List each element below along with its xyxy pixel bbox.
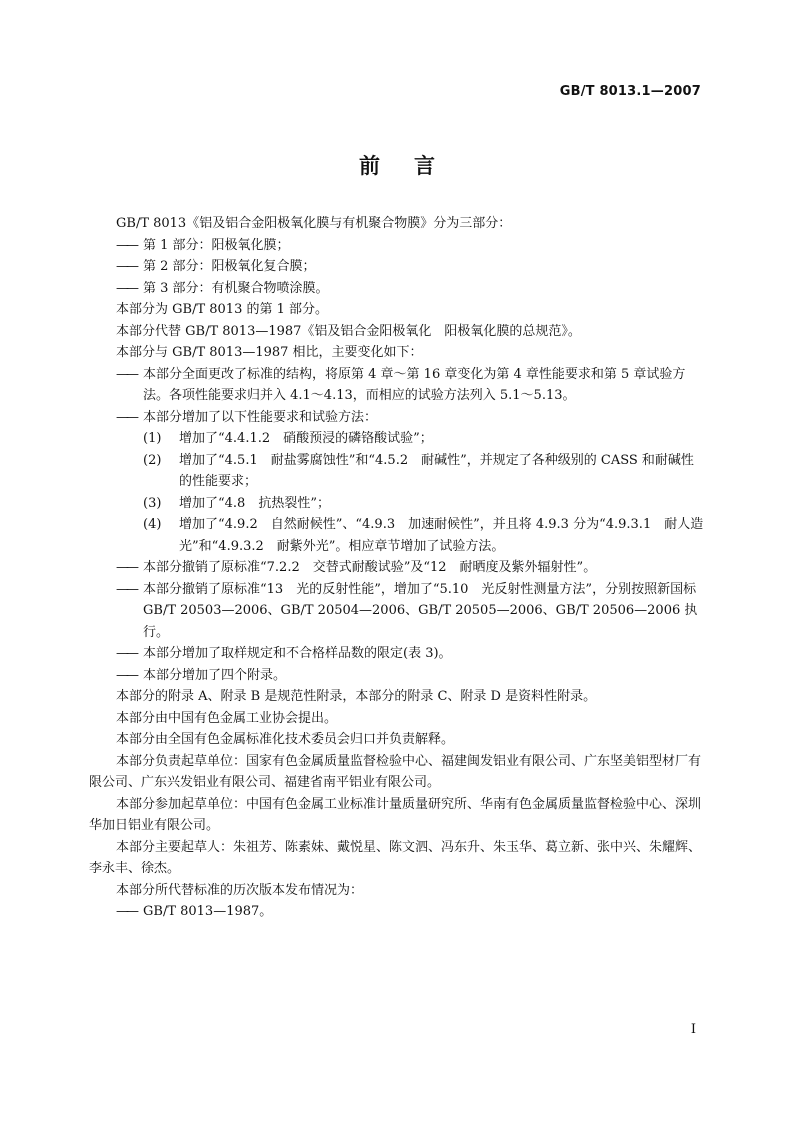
- dash-mark: ——: [116, 581, 136, 597]
- paragraph-centralized-by: 本部分由全国有色金属标准化技术委员会归口并负责解释。: [116, 732, 455, 747]
- sub-item-3: [89, 493, 705, 515]
- dash-mark: ——: [116, 667, 136, 683]
- list-item-sampling: [89, 643, 705, 665]
- page-number: I: [690, 1022, 696, 1037]
- sub-item-number: (4): [143, 517, 162, 532]
- sub-item-2: [89, 450, 705, 493]
- sub-item-text: 增加了“4.4.1.2 硝酸预浸的磷铬酸试验”；: [179, 431, 433, 446]
- list-item-text: 第 3 部分：有机聚合物喷涂膜。: [143, 280, 329, 296]
- dash-mark: ——: [116, 409, 136, 425]
- paragraph-replaces: 本部分代替 GB/T 8013—1987《铝及铝合金阳极氧化 阳极氧化膜的总规范》。: [116, 323, 581, 339]
- dash-mark: ——: [116, 280, 136, 296]
- list-item-history: [89, 901, 705, 923]
- sub-item-4: [89, 514, 705, 557]
- sub-item-text: 增加了“4.5.1 耐盐雾腐蚀性”和“4.5.2 耐碱性”，并规定了各种级别的 CASS 和耐碱性的性能要求；: [179, 452, 694, 489]
- sub-item-text: 增加了“4.9.2 自然耐候性”、“4.9.3 加速耐候性”，并且将 4.9.3 分为“4.9.3.1 耐人造光”和“4.9.3.2 耐紫外光”。相应章节增加了试验方法。: [179, 517, 704, 554]
- list-item-part-1: [89, 235, 705, 257]
- list-item-reflection-change: [89, 579, 705, 644]
- list-item-part-3: [89, 278, 705, 300]
- paragraph-intro: GB/T 8013《铝及铝合金阳极氧化膜与有机聚合物膜》分为三部分：: [116, 216, 512, 231]
- paragraph-history-intro: 本部分所代替标准的历次版本发布情况为：: [116, 882, 364, 898]
- dash-mark: ——: [116, 259, 136, 274]
- sub-item-1: [89, 428, 705, 450]
- list-item-text: 第 1 部分：阳极氧化膜；: [143, 237, 290, 253]
- paragraph-drafters: 本部分主要起草人：朱祖芳、陈素妹、戴悦星、陈文泗、冯东升、朱玉华、葛立新、张中兴、朱耀辉、李永丰、徐杰。: [89, 839, 702, 876]
- list-item-text: 第 2 部分：阳极氧化复合膜；: [143, 259, 316, 274]
- list-item-text: GB/T 8013—1987。: [143, 904, 273, 919]
- paragraph-part-statement: 本部分为 GB/T 8013 的第 1 部分。: [116, 302, 329, 317]
- dash-mark: ——: [116, 646, 136, 661]
- list-item-annexes: [89, 665, 705, 687]
- page-title: 前言: [359, 154, 469, 178]
- dash-mark: ——: [116, 366, 136, 382]
- sub-item-number: (2): [143, 452, 162, 468]
- dash-mark: ——: [116, 560, 136, 575]
- paragraph-annex-types: 本部分的附录 A、附录 B 是规范性附录，本部分的附录 C、附录 D 是资料性附录。: [116, 689, 597, 704]
- list-item-text: 本部分增加了四个附录。: [143, 667, 287, 683]
- list-item-text: 本部分增加了取样规定和不合格样品数的限定(表 3)。: [143, 646, 452, 661]
- sub-item-number: (1): [143, 431, 162, 446]
- foreword-body: [89, 213, 705, 923]
- paragraph-participating-units: 本部分参加起草单位：中国有色金属工业标准计量质量研究所、华南有色金属质量监督检验中心、深圳华加日铝业有限公司。: [89, 796, 702, 833]
- list-item-text: 本部分撤销了原标准“13 光的反射性能”，增加了“5.10 光反射性测量方法”，分别按照新国标 GB/T 20503—2006、GB/T 20504—2006、GB/T 20505—2006、GB/T 20506—2006 执行。: [143, 581, 698, 640]
- sub-item-number: (3): [143, 495, 162, 511]
- list-item-structure-change: [89, 364, 705, 407]
- paragraph-changes-intro: 本部分与 GB/T 8013—1987 相比，主要变化如下：: [116, 345, 423, 360]
- list-item-added-requirements: [89, 407, 705, 429]
- list-item-text: 本部分撤销了原标准“7.2.2 交替式耐酸试验”及“12 耐晒度及紫外辐射性”。: [143, 560, 597, 575]
- dash-mark: ——: [116, 904, 136, 919]
- list-item-part-2: [89, 256, 705, 278]
- list-item-removed-tests: [89, 557, 705, 579]
- paragraph-proposed-by: 本部分由中国有色金属工业协会提出。: [116, 710, 338, 726]
- list-item-text: 本部分全面更改了标准的结构，将原第 4 章～第 16 章变化为第 4 章性能要求和第 5 章试验方法。各项性能要求归并入 4.1～4.13，而相应的试验方法列入 5.1～5.13。: [143, 366, 686, 403]
- sub-item-text: 增加了“4.8 抗热裂性”；: [179, 495, 330, 511]
- paragraph-drafting-units: 本部分负责起草单位：国家有色金属质量监督检验中心、福建闽发铝业有限公司、广东坚美铝型材厂有限公司、广东兴发铝业有限公司、福建省南平铝业有限公司。: [89, 753, 702, 790]
- dash-mark: ——: [116, 237, 136, 253]
- list-item-text: 本部分增加了以下性能要求和试验方法：: [143, 409, 378, 425]
- standard-number: GB/T 8013.1—2007: [559, 84, 701, 99]
